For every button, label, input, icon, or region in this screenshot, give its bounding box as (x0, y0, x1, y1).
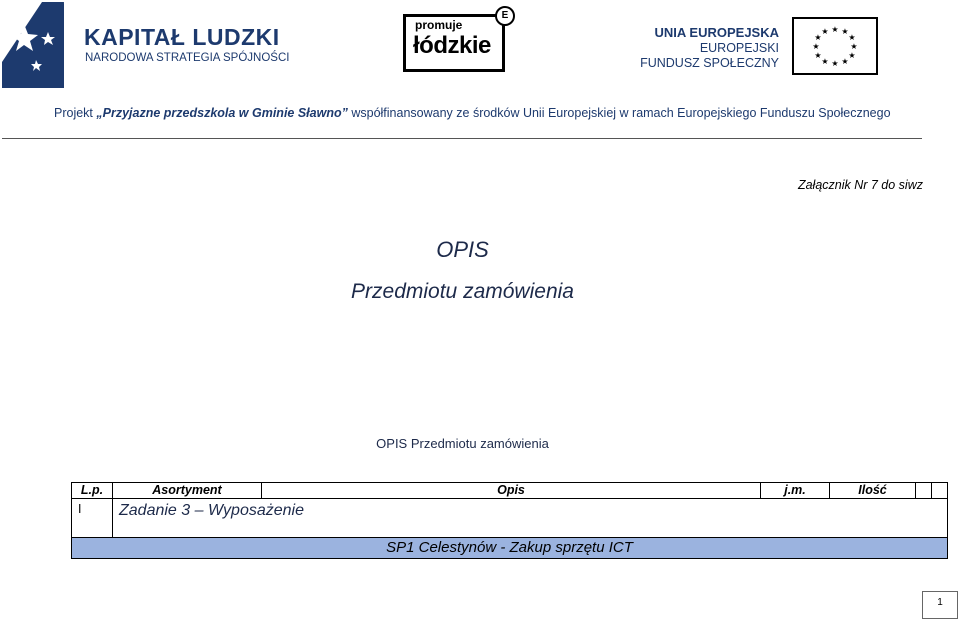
header-asortyment: Asortyment (112, 482, 262, 499)
eu-line-3: FUNDUSZ SPOŁECZNY (640, 56, 779, 70)
section-title: Zadanie 3 – Wyposażenie (112, 498, 948, 538)
svg-text:★: ★ (848, 51, 856, 60)
svg-text:★: ★ (841, 27, 849, 36)
project-prefix: Projekt (54, 106, 93, 120)
svg-text:★: ★ (841, 57, 849, 66)
kapital-ludzki-title: KAPITAŁ LUDZKI (84, 24, 280, 50)
eu-line-1: UNIA EUROPEJSKA (654, 25, 779, 40)
project-name: „Przyjazne przedszkola w Gminie Sławno” (96, 106, 348, 120)
svg-text:★: ★ (850, 42, 858, 51)
svg-text:★: ★ (812, 42, 820, 51)
svg-text:★: ★ (814, 33, 822, 42)
copyright-icon: E (495, 6, 515, 26)
order-table (71, 482, 948, 559)
document-title: OPIS (436, 237, 489, 262)
lodz-logo-top-text: promuje (415, 18, 463, 32)
svg-text:★: ★ (814, 51, 822, 60)
header-extra-1 (915, 482, 932, 499)
kapital-ludzki-logo (2, 2, 64, 88)
table-caption: OPIS Przedmiotu zamówienia (376, 436, 549, 451)
eu-flag-icon (792, 17, 878, 75)
kapital-ludzki-subtitle: NARODOWA STRATEGIA SPÓJNOŚCI (85, 52, 290, 64)
page-number: 1 (922, 591, 958, 619)
section-number: I (71, 498, 113, 538)
project-suffix: współfinansowany ze środków Unii Europejskiej w ramach Europejskiego Funduszu Społecznego (351, 106, 891, 120)
project-info-line (54, 106, 891, 120)
svg-text:★: ★ (831, 59, 839, 68)
svg-text:★: ★ (831, 25, 839, 34)
lodz-logo-main-text: łódzkie (413, 32, 491, 59)
header-extra-2 (931, 482, 948, 499)
svg-text:★: ★ (821, 27, 829, 36)
header-opis: Opis (261, 482, 761, 499)
header-ilosc: Ilość (829, 482, 916, 499)
promuje-lodzkie-logo (403, 6, 515, 72)
header-lp: L.p. (71, 482, 113, 499)
header-divider (2, 138, 922, 139)
header-jm: j.m. (760, 482, 830, 499)
attachment-label: Załącznik Nr 7 do siwz (797, 178, 923, 192)
eu-line-2: EUROPEJSKI (699, 41, 779, 55)
svg-text:★: ★ (821, 57, 829, 66)
svg-text:★: ★ (848, 33, 856, 42)
eu-text-block (640, 25, 779, 71)
subsection-row: SP1 Celestynów - Zakup sprzętu ICT (71, 537, 948, 559)
document-subtitle: Przedmiotu zamówienia (351, 280, 574, 303)
